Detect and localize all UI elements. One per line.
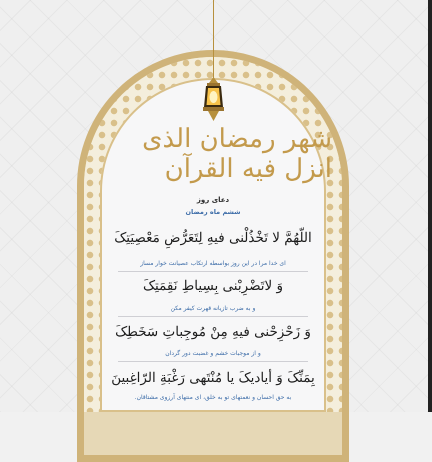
lantern-chain bbox=[213, 0, 214, 78]
verse-persian-4: به حق احسان و نعمتهای تو به خلق، ای منتهای آرزوی مشتاقان. bbox=[134, 394, 292, 401]
verse-arabic-2: وَ لاتَضْرِبْنی بِسِیاطِ نَقِمَتِکَ bbox=[142, 278, 284, 294]
page-subtitle: ششم ماه رمضان bbox=[185, 208, 241, 216]
verse-persian-2: و به ضرب تازیانه قهرت کیفر مکن bbox=[170, 305, 256, 312]
verse-divider bbox=[118, 316, 308, 317]
verse-divider bbox=[118, 361, 308, 362]
verse-arabic-4: بِمَنِّکَ وَ أیادیکَ یا مُنْتَهی رَغْبَةِ الرّاغِبینَ bbox=[111, 370, 315, 386]
verse-arabic-3: وَ زَحْزِحْنی فیهِ مِنْ مُوجِباتِ سَخَطِکَ bbox=[115, 324, 311, 340]
lantern-icon bbox=[200, 77, 227, 121]
calligraphy-heading: شهر رمضان الذی انزل فیه القرآن bbox=[142, 124, 332, 184]
verse-persian-1: ای خدا مرا در این روز بواسطه ارتکاب عصیانت خوار مساز bbox=[140, 260, 286, 267]
verse-arabic-1: اللّهُمَّ لا تَخْذُلْنی فیهِ لِتَعَرُّضِ مَعْصِیَتِکَ bbox=[114, 230, 312, 246]
frame-edge bbox=[428, 0, 432, 412]
verse-divider bbox=[118, 271, 308, 272]
page-title: دعای روز bbox=[196, 196, 230, 204]
verse-persian-3: و از موجبات خشم و غضبت دور گردان bbox=[165, 350, 261, 357]
